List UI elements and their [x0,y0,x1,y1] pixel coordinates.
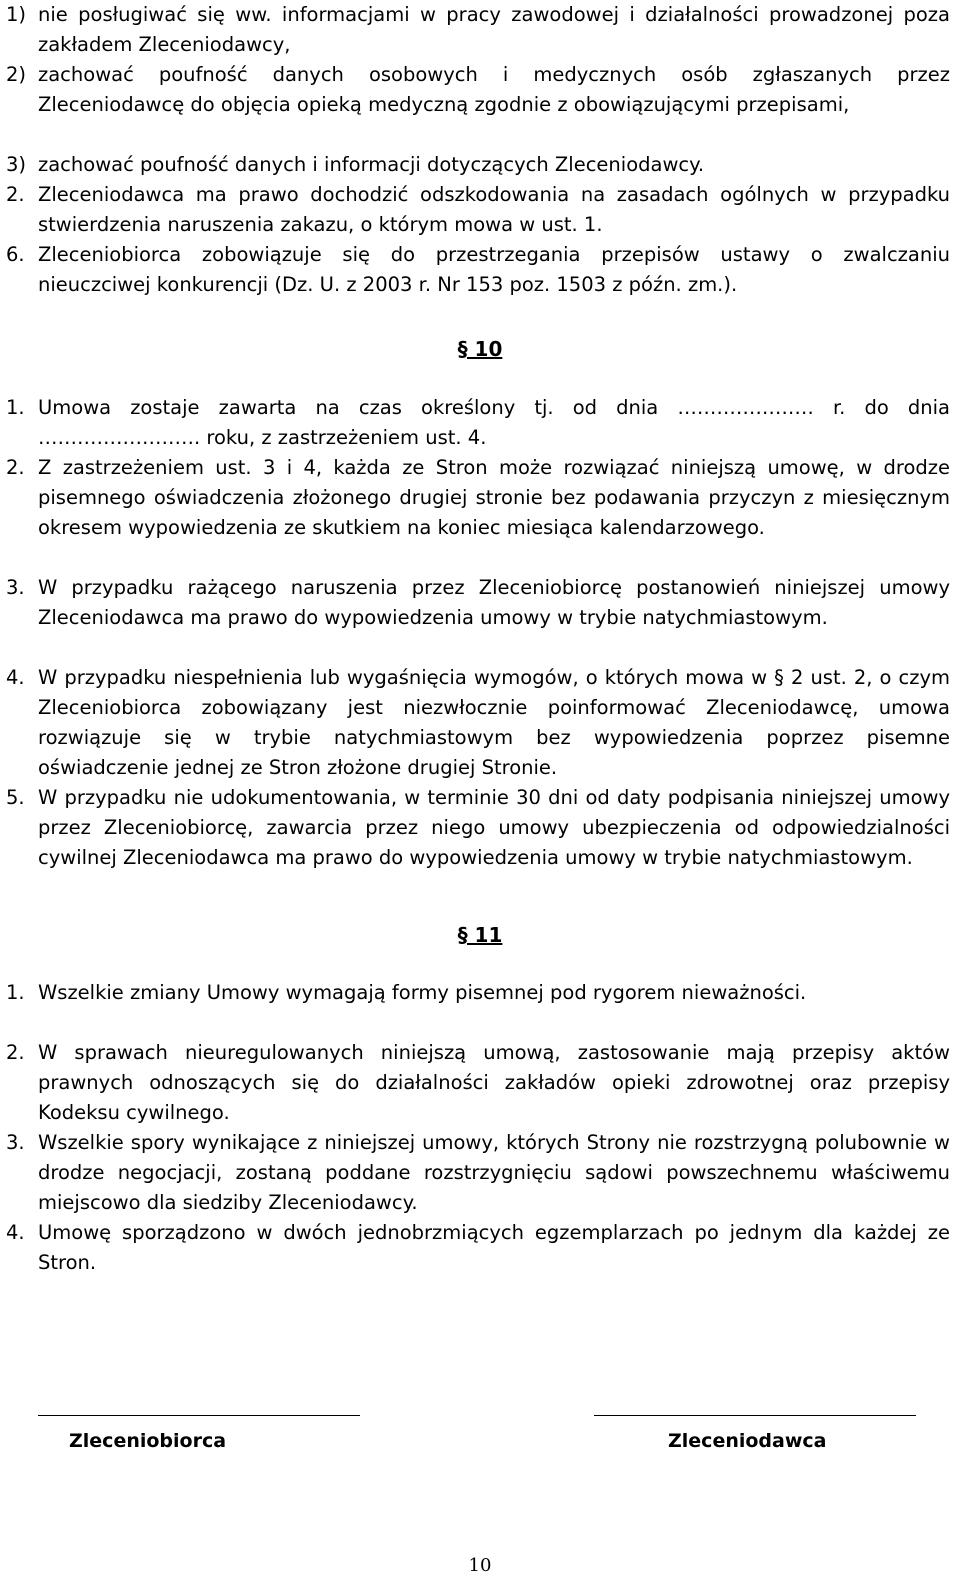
list-item [6,573,950,633]
list-item [6,1038,950,1128]
item-text: Umowę sporządzono w dwóch jednobrzmiących egzemplarzach po jednym dla każdej ze Stron. [38,1221,950,1274]
item-number: 4. [6,666,25,689]
item-text: W przypadku nie udokumentowania, w terminie 30 dni od daty podpisania niniejszej umowy przez Zleceniobiorcę, zawarcia przez niego umowy ubezpieczenia od odpowiedzialności cywilnej Zleceniodawca ma prawo do wypowiedzenia umowy w trybie natychmiastowym. [38,786,950,869]
item-number: 3. [6,576,25,599]
signature-label-left: Zleceniobiorca [69,1430,227,1452]
item-text: Zleceniobiorca zobowiązuje się do przestrzegania przepisów ustawy o zwalczaniu nieuczciwej konkurencji (Dz. U. z 2003 r. Nr 153 poz. 1503 z późn. zm.). [38,243,950,296]
item-text: zachować poufność danych i informacji dotyczących Zleceniodawcy. [38,153,705,176]
signature-line-left [38,1415,360,1416]
item-number: 4. [6,1221,25,1244]
list-item [6,60,950,120]
item-number: 6. [6,243,25,266]
item-number: 1. [6,396,25,419]
item-text: Z zastrzeżeniem ust. 3 i 4, każda ze Stron może rozwiązać niniejszą umowę, w drodze pisemnego oświadczenia złożonego drugiej stronie bez podawania przyczyn z miesięcznym okresem wypowiedzenia ze skutkiem na koniec miesiąca kalendarzowego. [38,456,950,539]
item-number: 2. [6,183,25,206]
item-number: 2. [6,456,25,479]
item-text: W przypadku niespełnienia lub wygaśnięcia wymogów, o których mowa w § 2 ust. 2, o czym Zleceniobiorca zobowiązany jest niezwłocznie poinformować Zleceniodawcę, umowa rozwiązuje się w trybie natychmiastowym bez wypowiedzenia poprzez pisemne oświadczenie jednej ze Stron złożone drugiej Stronie. [38,666,950,779]
item-number: 2. [6,1041,25,1064]
list-item [6,978,950,1008]
list-item [6,453,950,543]
list-item [6,393,950,453]
section-heading: § 11 [457,923,503,947]
item-text: Zleceniodawca ma prawo dochodzić odszkodowania na zasadach ogólnych w przypadku stwierdzenia naruszenia zakazu, o którym mowa w ust. 1. [38,183,950,236]
signature-label-right: Zleceniodawca [668,1430,827,1452]
item-number: 5. [6,786,25,809]
list-item [6,180,950,240]
list-item [6,783,950,873]
item-text: W przypadku rażącego naruszenia przez Zleceniobiorcę postanowień niniejszej umowy Zleceniodawca ma prawo do wypowiedzenia umowy w trybie natychmiastowym. [38,576,950,629]
item-text: zachować poufność danych osobowych i medycznych osób zgłaszanych przez Zleceniodawcę do objęcia opieką medyczną zgodnie z obowiązującymi przepisami, [38,63,950,116]
item-number: 2) [6,63,27,86]
item-number: 1) [6,3,27,26]
item-number: 3. [6,1131,25,1154]
list-item [6,663,950,783]
item-number: 3) [6,153,27,176]
item-text: Umowa zostaje zawarta na czas określony tj. od dnia ………………… r. do dnia ……………………. roku, z zastrzeżeniem ust. 4. [38,396,950,449]
list-item [6,1218,950,1278]
list-item [6,1128,950,1218]
signature-line-right [594,1415,916,1416]
item-number: 1. [6,981,25,1004]
item-text: nie posługiwać się ww. informacjami w pracy zawodowej i działalności prowadzonej poza zakładem Zleceniodawcy, [38,3,950,56]
list-item [6,0,950,60]
list-item [6,240,950,300]
section-heading: § 10 [457,337,503,361]
item-text: Wszelkie spory wynikające z niniejszej umowy, których Strony nie rozstrzygną polubownie w drodze negocjacji, zostaną poddane rozstrzygnięciu sądowi powszechnemu właściwemu miejscowo dla siedziby Zleceniodawcy. [38,1131,950,1214]
item-text: Wszelkie zmiany Umowy wymagają formy pisemnej pod rygorem nieważności. [38,981,807,1004]
page-number: 10 [468,1555,492,1576]
list-item [6,150,950,180]
item-text: W sprawach nieuregulowanych niniejszą umową, zastosowanie mają przepisy aktów prawnych odnoszących się do działalności zakładów opieki zdrowotnej oraz przepisy Kodeksu cywilnego. [38,1041,950,1124]
